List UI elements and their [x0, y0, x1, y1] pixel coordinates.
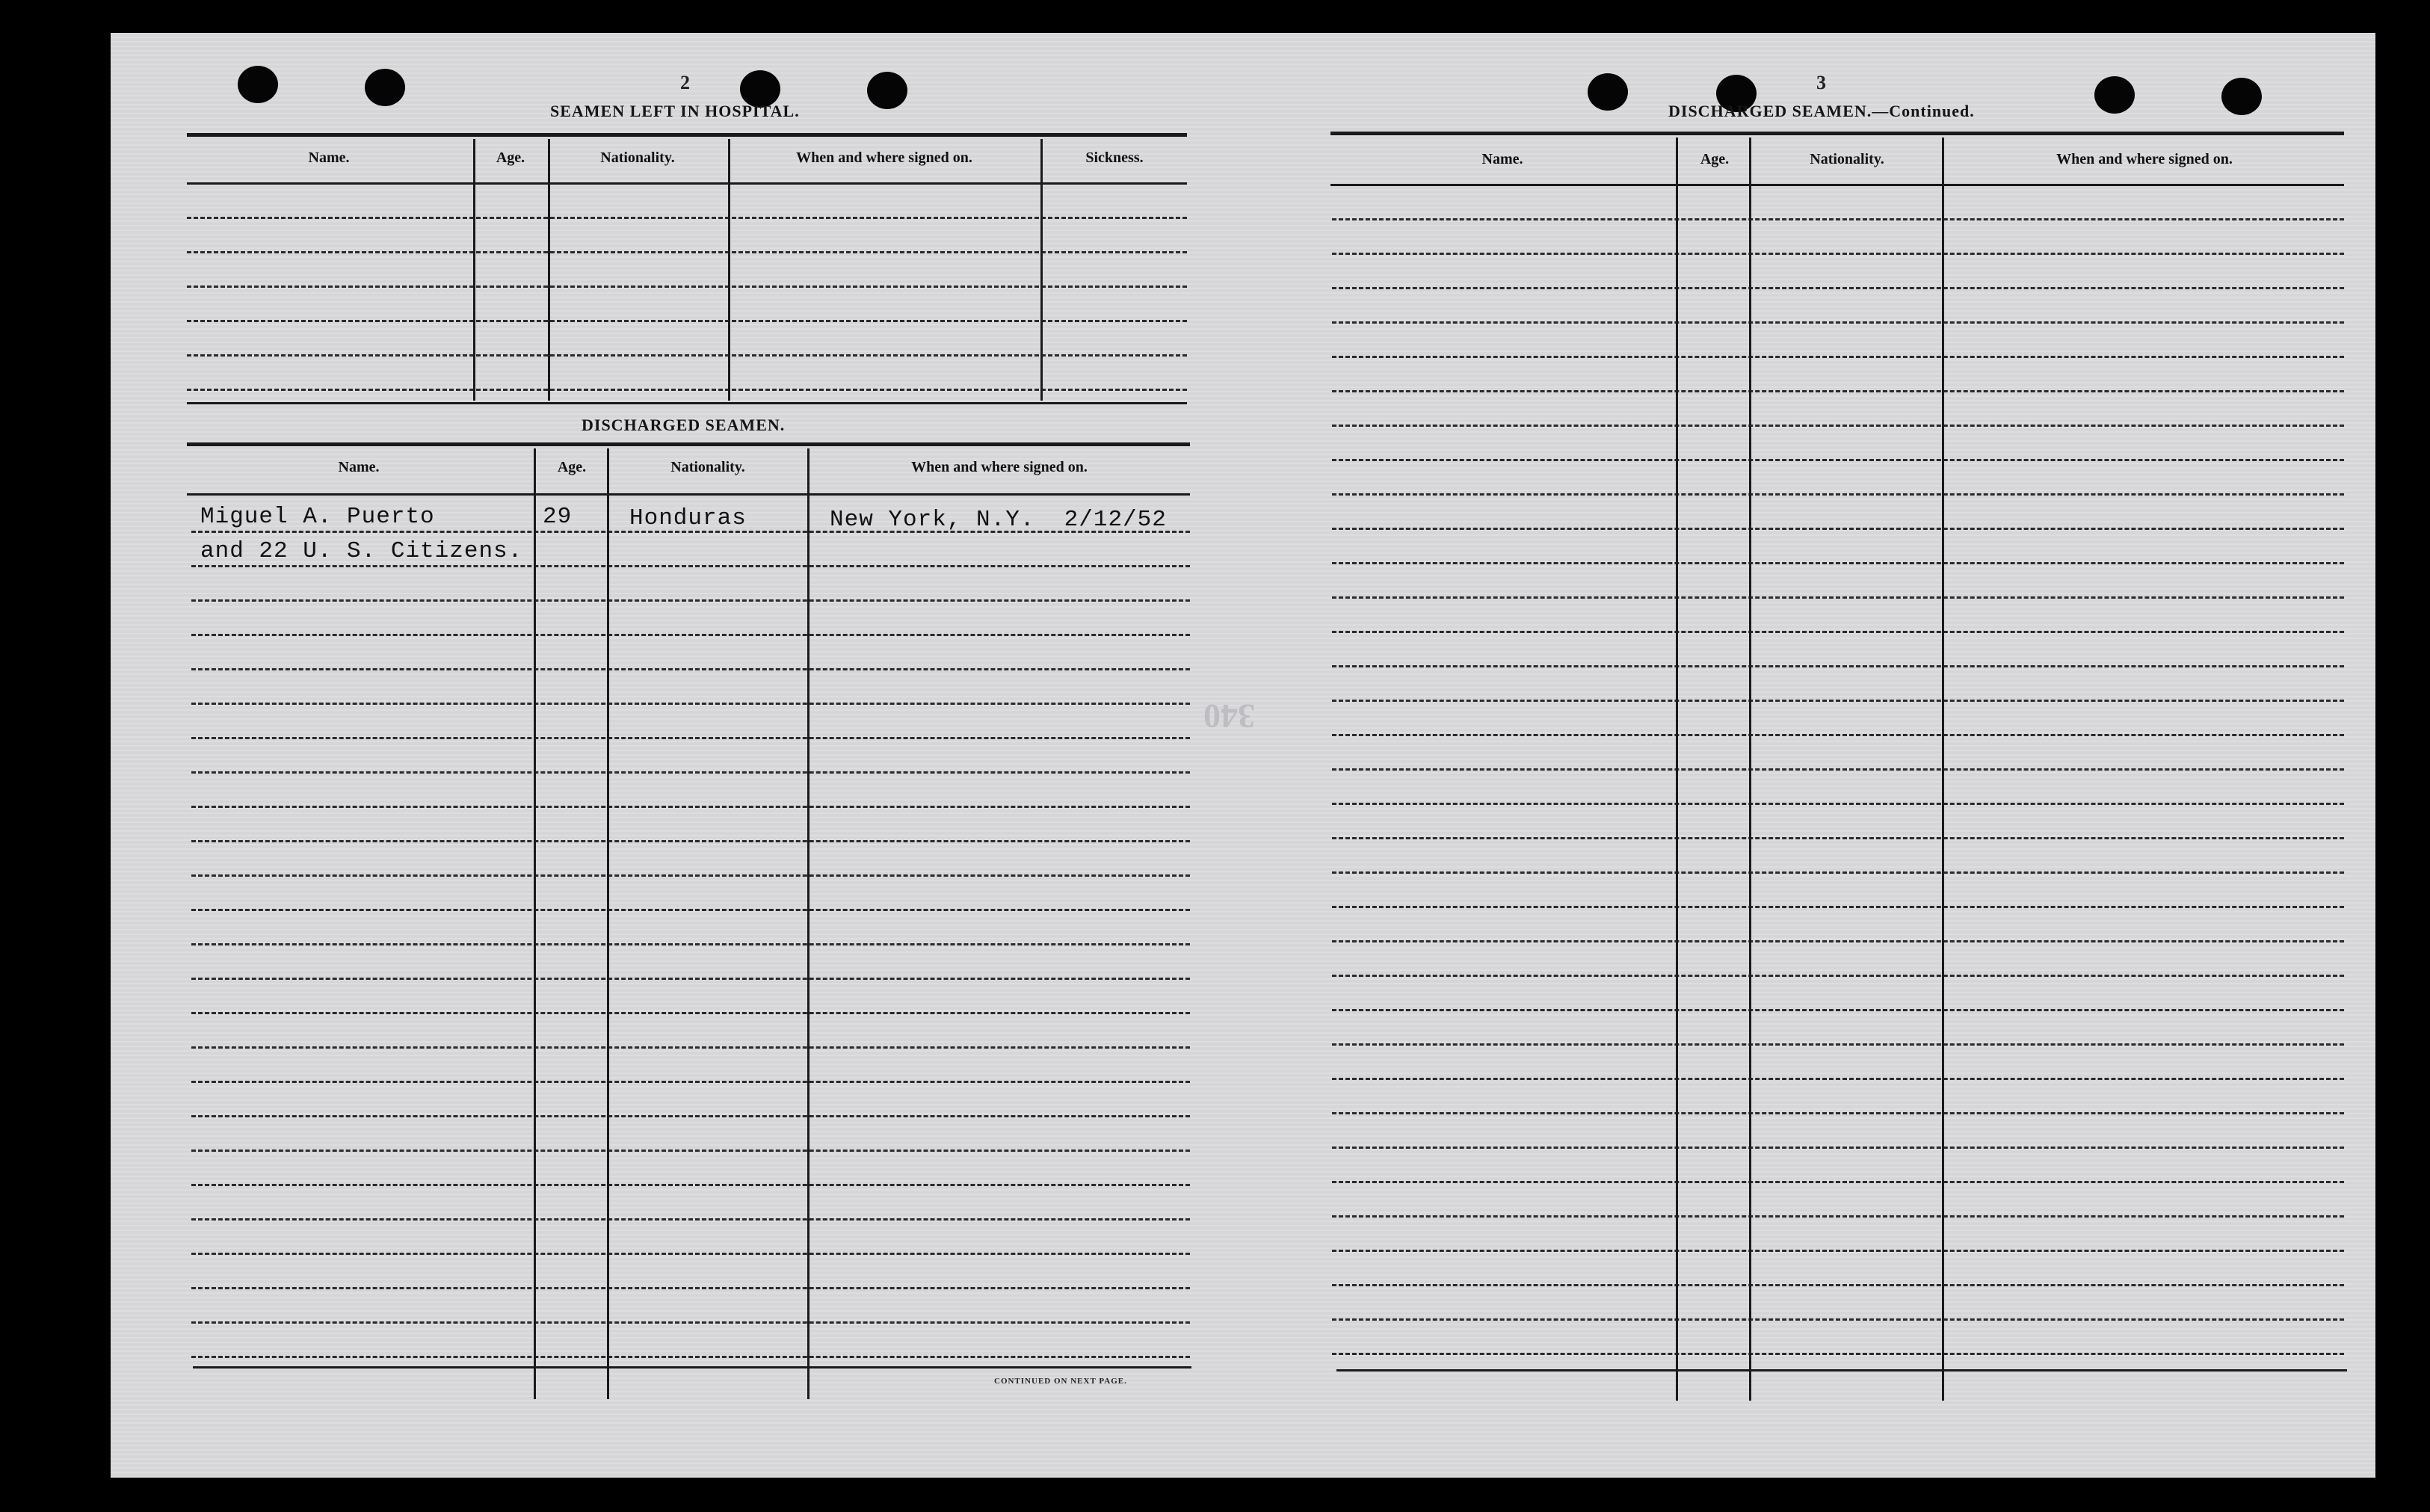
discharged-col-divider [607, 448, 609, 1399]
hospital-col-divider [473, 139, 475, 401]
punch-hole [2221, 78, 2262, 115]
entry-name: Miguel A. Puerto [200, 504, 435, 530]
discharged-header-age: Age. [557, 459, 587, 475]
ledger-line [1332, 218, 2344, 220]
ledger-line [1332, 837, 2344, 839]
entry-age: 29 [543, 504, 573, 530]
ledger-line [191, 1012, 1190, 1014]
ledger-line [191, 874, 1190, 877]
ledger-line [1332, 596, 2344, 599]
right-section-title: DISCHARGED SEAMEN.—Continued. [1668, 102, 1975, 120]
ledger-line [1332, 390, 2344, 392]
hospital-top-rule [187, 133, 1187, 137]
right-header-signed-on: When and where signed on. [2056, 151, 2233, 167]
right-col-divider [1942, 138, 1944, 1401]
ledger-line [1332, 1043, 2344, 1046]
ledger-line [187, 251, 1187, 253]
right-header-age: Age. [1700, 151, 1730, 167]
ledger-line [1332, 425, 2344, 427]
discharged-col-divider [534, 448, 536, 1399]
ledger-line [1332, 940, 2344, 942]
entry-name: and 22 U. S. Citizens. [200, 538, 523, 564]
page-number-right: 3 [1816, 72, 1826, 93]
ledger-line [187, 320, 1187, 322]
hospital-header-signed-on: When and where signed on. [796, 149, 972, 166]
ledger-line [191, 1081, 1190, 1083]
ledger-line [187, 389, 1187, 391]
ledger-line [191, 599, 1190, 602]
right-header-name: Name. [1481, 151, 1523, 167]
ledger-line [187, 286, 1187, 288]
ledger-line [1332, 562, 2344, 564]
ledger-line [191, 1321, 1190, 1324]
ledger-line [1332, 528, 2344, 530]
hospital-header-name: Name. [308, 149, 350, 166]
right-col-divider [1676, 138, 1678, 1401]
ledger-line [1332, 1284, 2344, 1286]
ledger-line [1332, 1250, 2344, 1252]
discharged-header-nationality: Nationality. [670, 459, 745, 475]
entry-nationality: Honduras [629, 505, 747, 531]
ledger-line [1332, 631, 2344, 633]
right-col-divider [1749, 138, 1751, 1401]
hospital-col-divider [728, 139, 730, 401]
ledger-line [1332, 975, 2344, 977]
ledger-line [191, 1184, 1190, 1186]
discharged-bottom-rule [193, 1366, 1191, 1368]
ledger-line [1332, 734, 2344, 736]
bleed-through-stamp: 340 [1203, 697, 1255, 735]
ledger-line [1332, 1112, 2344, 1114]
ledger-line [191, 943, 1190, 945]
ledger-line [1332, 1009, 2344, 1011]
entry-signed-on: New York, N.Y. 2/12/52 [830, 507, 1167, 533]
ledger-line [1332, 665, 2344, 667]
ledger-line [1332, 871, 2344, 874]
hospital-bottom-rule [187, 402, 1187, 404]
ledger-line [1332, 768, 2344, 771]
punch-hole [238, 66, 278, 103]
ledger-line [1332, 321, 2344, 324]
right-header-nationality: Nationality. [1810, 151, 1884, 167]
ledger-line [1332, 493, 2344, 496]
ledger-line [187, 217, 1187, 219]
ledger-line [191, 1287, 1190, 1289]
hospital-header-nationality: Nationality. [600, 149, 675, 166]
ledger-line [191, 1150, 1190, 1152]
ledger-line [1332, 1078, 2344, 1080]
hospital-header-sickness: Sickness. [1085, 149, 1144, 166]
ledger-line [191, 1356, 1190, 1358]
ledger-line [1332, 1318, 2344, 1321]
ledger-line [191, 703, 1190, 705]
ledger-line [191, 1253, 1190, 1255]
ledger-line [1332, 1215, 2344, 1218]
ledger-line [191, 634, 1190, 636]
ledger-line [1332, 906, 2344, 908]
right-header-rule [1330, 184, 2344, 186]
ledger-line [191, 668, 1190, 670]
ledger-line [1332, 459, 2344, 461]
document-page [111, 33, 2375, 1478]
ledger-line [191, 531, 1190, 533]
ledger-line [1332, 1147, 2344, 1149]
ledger-line [191, 840, 1190, 842]
punch-hole [2094, 76, 2135, 114]
discharged-top-rule [187, 442, 1190, 446]
right-bottom-rule [1336, 1369, 2347, 1371]
hospital-col-divider [548, 139, 550, 401]
ledger-line [1332, 253, 2344, 255]
ledger-line [191, 1115, 1190, 1117]
punch-hole [1588, 73, 1628, 111]
ledger-line [1332, 700, 2344, 702]
continued-footer: CONTINUED ON NEXT PAGE. [994, 1377, 1127, 1386]
punch-hole [867, 72, 907, 109]
ledger-line [1332, 1181, 2344, 1183]
discharged-header-signed-on: When and where signed on. [911, 459, 1088, 475]
ledger-line [191, 565, 1190, 567]
ledger-line [1332, 287, 2344, 289]
discharged-header-name: Name. [338, 459, 380, 475]
hospital-header-rule [187, 182, 1187, 185]
ledger-line [191, 737, 1190, 739]
ledger-line [187, 354, 1187, 357]
ledger-line [1332, 1353, 2344, 1355]
right-top-rule [1330, 132, 2344, 135]
discharged-col-divider [807, 448, 810, 1399]
hospital-header-age: Age. [496, 149, 525, 166]
discharged-section-title: DISCHARGED SEAMEN. [582, 416, 786, 434]
punch-hole [365, 69, 405, 106]
ledger-line [191, 806, 1190, 808]
ledger-line [191, 771, 1190, 774]
discharged-header-rule [187, 493, 1190, 496]
hospital-section-title: SEAMEN LEFT IN HOSPITAL. [550, 102, 800, 120]
hospital-col-divider [1040, 139, 1043, 401]
ledger-line [191, 909, 1190, 911]
ledger-line [191, 1046, 1190, 1049]
ledger-line [1332, 803, 2344, 805]
ledger-line [191, 978, 1190, 980]
ledger-line [1332, 356, 2344, 358]
ledger-line [191, 1218, 1190, 1221]
page-number-left: 2 [680, 72, 690, 93]
